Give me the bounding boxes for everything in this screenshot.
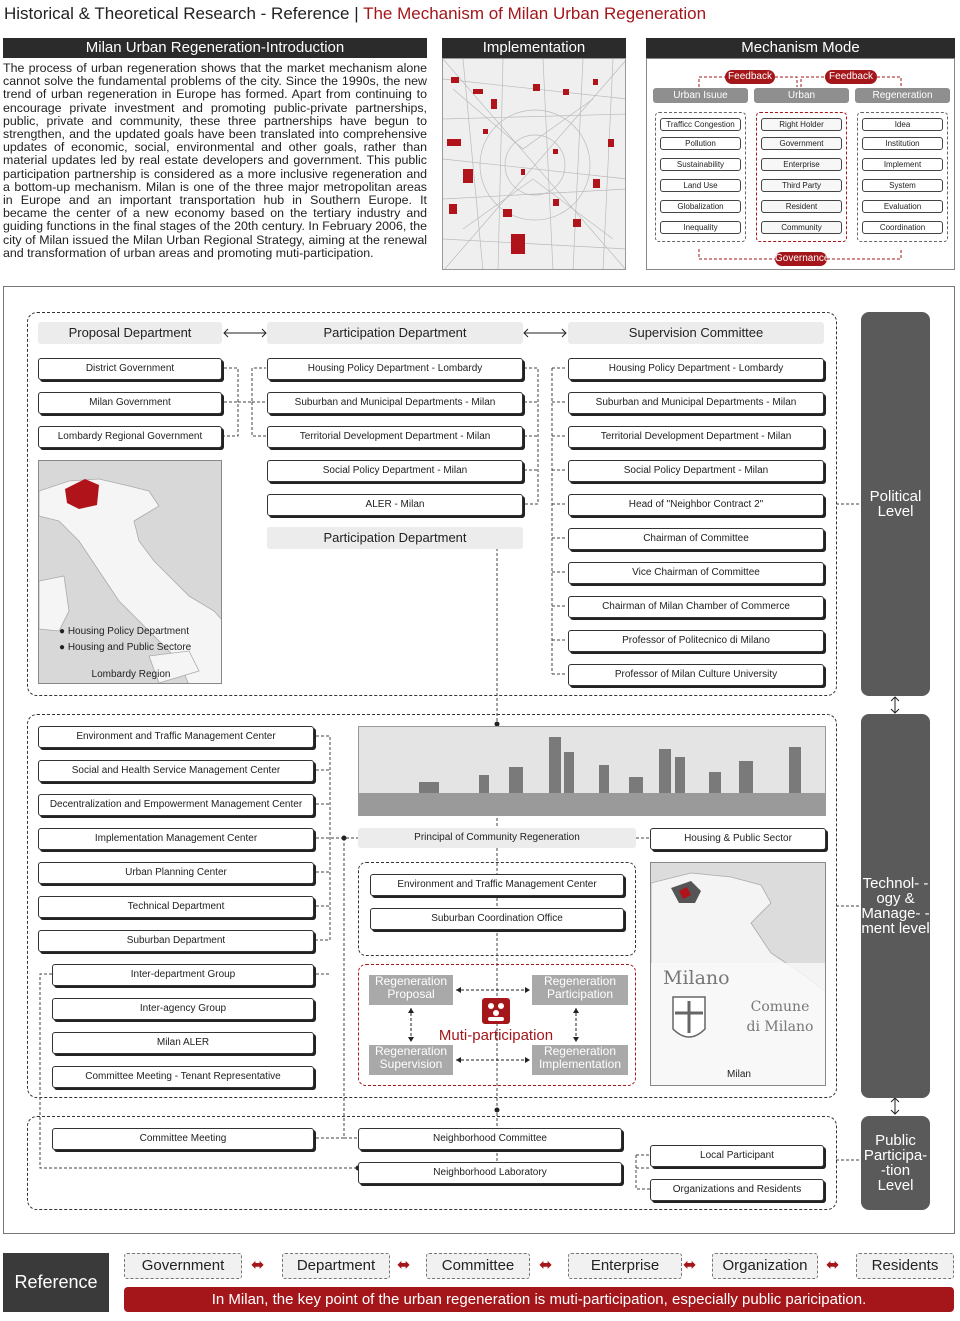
milan-map [650, 862, 826, 1086]
double-arrow-icon: ⬌ [397, 1257, 411, 1274]
supervision-item: Chairman of Milan Chamber of Commerce [568, 596, 824, 618]
committee-meeting: Committee Meeting [52, 1128, 314, 1150]
participation-department-head-2: Participation Department [267, 527, 523, 549]
supervision-item: Territorial Development Department - Milan [568, 426, 824, 448]
group-item: Milan ALER [52, 1032, 314, 1054]
reference-conclusion: In Milan, the key point of the urban regeneration is muti-participation, especially public paricipation. [124, 1287, 954, 1312]
tech-left-item: Suburban Department [38, 930, 314, 952]
actor-item: Government [761, 137, 842, 150]
column-title-urban: Urban [754, 88, 849, 103]
column-title-urban-issue: Urban Isuue [653, 88, 748, 103]
group-item: Committee Meeting - Tenant Representative [52, 1066, 314, 1088]
proposal-item: District Government [38, 358, 222, 380]
public-level-label: Public Participa- -tion Level [861, 1116, 930, 1210]
supervision-item: Vice Chairman of Committee [568, 562, 824, 584]
lombardy-map-caption: Lombardy Region [91, 669, 171, 680]
double-arrow-icon: ⬌ [539, 1257, 553, 1274]
issue-item: Land Use [660, 179, 741, 192]
regeneration-supervision: Regeneration Supervision [369, 1045, 453, 1075]
tech-left-item: Social and Health Service Management Center [38, 760, 314, 782]
tech-left-item: Technical Department [38, 896, 314, 918]
governance-badge: Governance [775, 253, 830, 264]
center-item: Environment and Traffic Management Center [370, 874, 624, 896]
proposal-item: Milan Government [38, 392, 222, 414]
group-item: Inter-department Group [52, 964, 314, 986]
tech-left-item: Urban Planning Center [38, 862, 314, 884]
milan-map-caption: Milan [727, 1069, 751, 1080]
mechanism-header: Mechanism Mode [646, 38, 955, 58]
map-note-1: ● Housing Policy Department [59, 626, 189, 637]
supervision-item: Social Policy Department - Milan [568, 460, 824, 482]
participation-item: Suburban and Municipal Departments - Milan [267, 392, 523, 414]
actor-item: Third Party [761, 179, 842, 192]
participation-department-head: Participation Department [267, 322, 523, 344]
muti-participation-label: Muti-participation [438, 1027, 554, 1044]
muti-arrows [358, 964, 636, 1086]
political-level-label: Political Level [861, 312, 930, 696]
actor-item: Community [761, 221, 842, 234]
column-title-regeneration: Regeneration [855, 88, 950, 103]
page-title: Historical & Theoretical Research - Reference | The Mechanism of Milan Urban Regeneration [4, 4, 707, 23]
organizations-residents: Organizations and Residents [650, 1179, 824, 1201]
tech-left-item: Implementation Management Center [38, 828, 314, 850]
intro-text: The process of urban regeneration shows that the market mechanism alone cannot solve the fundamental problems of the city. Since the 1990s, the new trend of urban regeneration in Europe has formed. Apart from continuing to encourage private investment and promoting public-private partnerships, public, private and community, these three partnerships have begun to strengthen, and the updated goals have been translated into comprehensive updates of economic, social, environmental and other goals, rather than material updates led by real estate developers and government. This public participation partnership is considered as a more inclusive regeneration and a bottom-up mechanism. Milan is one of the three major metropolitan areas in Europe and an important transportation hub in Southern Europe. It became the center of a new economy based on the tertiary industry and guiding functions in the final stages of the 20th century. In February 2006, the city of Milan issued the Milan Urban Regional Strategy, aiming at the renewal and transformation of urban areas and promoting muti-participation. [3, 61, 427, 260]
double-arrow-icon: ⬌ [683, 1257, 697, 1274]
double-arrow-icon: ⬌ [826, 1257, 840, 1274]
double-arrow-icon: ⬌ [251, 1257, 265, 1274]
issue-item: Sustainability [660, 158, 741, 171]
milano-label: Milano [663, 967, 730, 989]
comune-label: Comune di Milano [746, 999, 814, 1035]
issue-item: Pollution [660, 137, 741, 150]
feedback-badge-1: Feedback [725, 70, 775, 84]
actor-item: Enterprise [761, 158, 842, 171]
participation-item: Territorial Development Department - Milan [267, 426, 523, 448]
reference-item-government: Government [124, 1253, 242, 1279]
issue-item: Trafficc Congestion [660, 118, 741, 131]
regeneration-implementation: Regeneration Implementation [532, 1045, 628, 1075]
tech-left-item: Decentralization and Empowerment Management Center [38, 794, 314, 816]
milan-skyline-photo [358, 726, 826, 816]
supervision-committee-head: Supervision Committee [568, 322, 824, 344]
supervision-item: Professor of Milan Culture University [568, 664, 824, 686]
neighborhood-committee: Neighborhood Committee [358, 1128, 622, 1150]
tech-level-label: Technol- -ogy & Manage- -ment level [861, 714, 930, 1098]
feedback-badge-2: Feedback [825, 70, 877, 84]
regeneration-participation: Regeneration Participation [532, 975, 628, 1005]
supervision-item: Head of "Neighbor Contract 2" [568, 494, 824, 516]
implementation-header: Implementation [442, 38, 626, 58]
supervision-item: Suburban and Municipal Departments - Milan [568, 392, 824, 414]
map-note-2: ● Housing and Public Sectore [59, 642, 192, 653]
italy-lombardy-map [38, 460, 222, 684]
proposal-department-head: Proposal Department [38, 322, 222, 344]
reference-label: Reference [3, 1253, 109, 1312]
participation-item: ALER - Milan [267, 494, 523, 516]
actor-item: Right Holder [761, 118, 842, 131]
skyline-graphic [359, 727, 826, 816]
center-item: Suburban Coordination Office [370, 908, 624, 930]
participation-item: Housing Policy Department - Lombardy [267, 358, 523, 380]
supervision-item: Professor of Politecnico di Milano [568, 630, 824, 652]
intro-header: Milan Urban Regeneration-Introduction [3, 38, 427, 58]
regeneration-proposal: Regeneration Proposal [369, 975, 453, 1005]
supervision-item: Chairman of Committee [568, 528, 824, 550]
neighborhood-laboratory: Neighborhood Laboratory [358, 1162, 622, 1184]
principal-community-regeneration: Principal of Community Regeneration [358, 828, 636, 848]
supervision-item: Housing Policy Department - Lombardy [568, 358, 824, 380]
regeneration-item: Coordination [862, 221, 943, 234]
regeneration-item: Implement [862, 158, 943, 171]
reference-item-committee: Committee [426, 1253, 530, 1279]
issue-item: Globalization [660, 200, 741, 213]
housing-public-sector: Housing & Public Sector [650, 828, 826, 850]
issue-item: Inequality [660, 221, 741, 234]
group-item: Inter-agency Group [52, 998, 314, 1020]
regeneration-item: Evaluation [862, 200, 943, 213]
actor-item: Resident [761, 200, 842, 213]
regeneration-item: System [862, 179, 943, 192]
reference-item-residents: Residents [856, 1253, 954, 1279]
reference-item-enterprise: Enterprise [568, 1253, 682, 1279]
regeneration-item: Institution [862, 137, 943, 150]
reference-item-department: Department [282, 1253, 390, 1279]
regeneration-item: Idea [862, 118, 943, 131]
participation-item: Social Policy Department - Milan [267, 460, 523, 482]
local-participant: Local Participant [650, 1145, 824, 1167]
reference-item-organization: Organization [712, 1253, 818, 1279]
tech-left-item: Environment and Traffic Management Center [38, 726, 314, 748]
proposal-item: Lombardy Regional Government [38, 426, 222, 448]
